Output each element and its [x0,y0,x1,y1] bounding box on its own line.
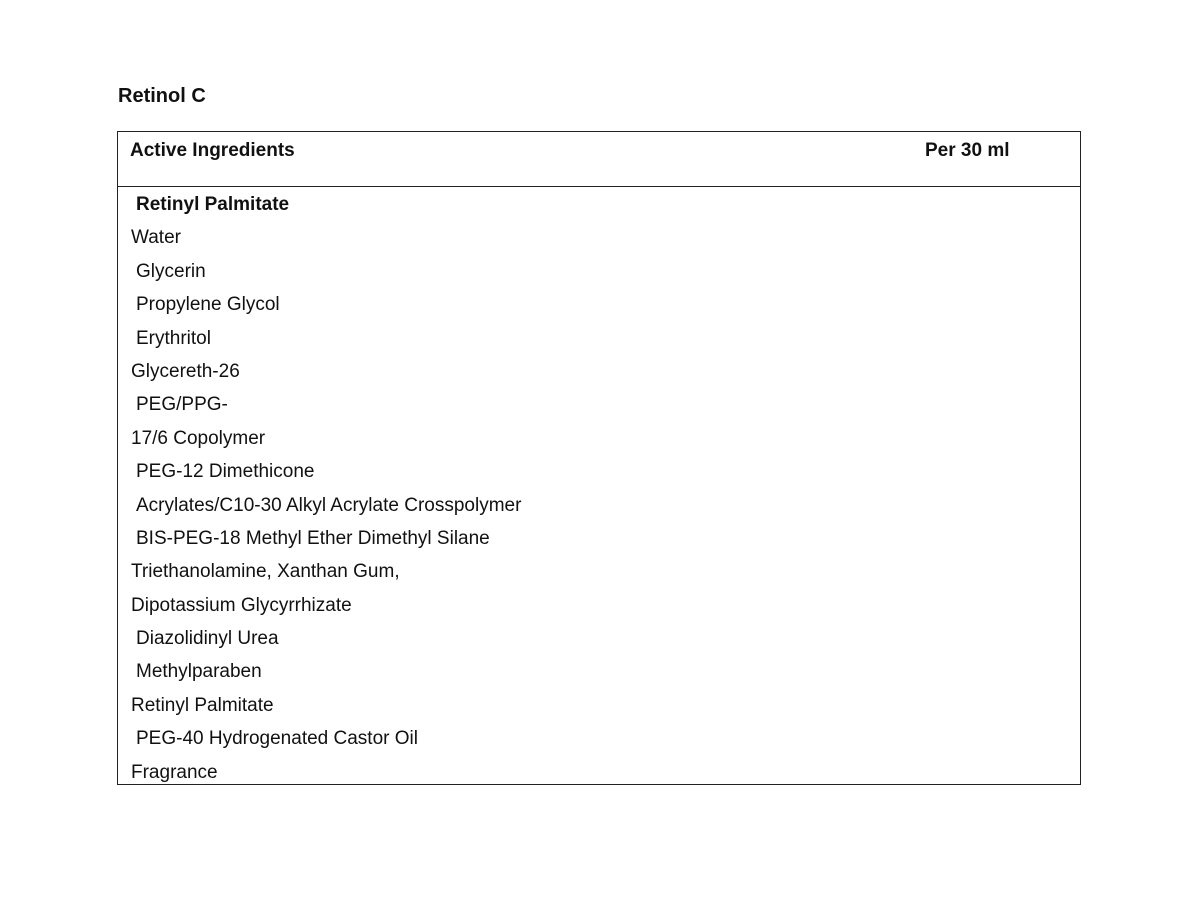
ingredient-row: Glycerin [136,260,206,282]
ingredient-row: PEG-12 Dimethicone [136,461,315,483]
ingredient-row: Glycereth-26 [131,360,240,382]
ingredient-row: Acrylates/C10-30 Alkyl Acrylate Crosspolymer [136,494,522,516]
ingredient-row: PEG-40 Hydrogenated Castor Oil [136,728,418,750]
header-active-ingredients: Active Ingredients [130,140,295,161]
document-title: Retinol C [118,85,206,107]
ingredient-row: Triethanolamine, Xanthan Gum, [131,561,400,583]
table-header [118,132,1080,187]
ingredient-list [118,191,1080,792]
ingredient-row: Erythritol [136,327,211,349]
ingredient-row: 17/6 Copolymer [131,427,266,449]
ingredient-row: BIS-PEG-18 Methyl Ether Dimethyl Silane [136,527,490,549]
ingredient-row: PEG/PPG- [136,394,228,416]
ingredient-row: Retinyl Palmitate [136,194,290,215]
ingredient-row: Diazolidinyl Urea [136,628,279,650]
ingredient-row: Dipotassium Glycyrrhizate [131,594,352,616]
ingredient-row: Water [131,227,181,249]
ingredient-row: Propylene Glycol [136,294,280,316]
ingredient-row: Fragrance [131,761,218,783]
ingredients-table [117,131,1081,785]
ingredient-row: Methylparaben [136,661,262,683]
header-per-30-ml: Per 30 ml [925,140,1010,161]
ingredient-row: Retinyl Palmitate [131,694,274,716]
